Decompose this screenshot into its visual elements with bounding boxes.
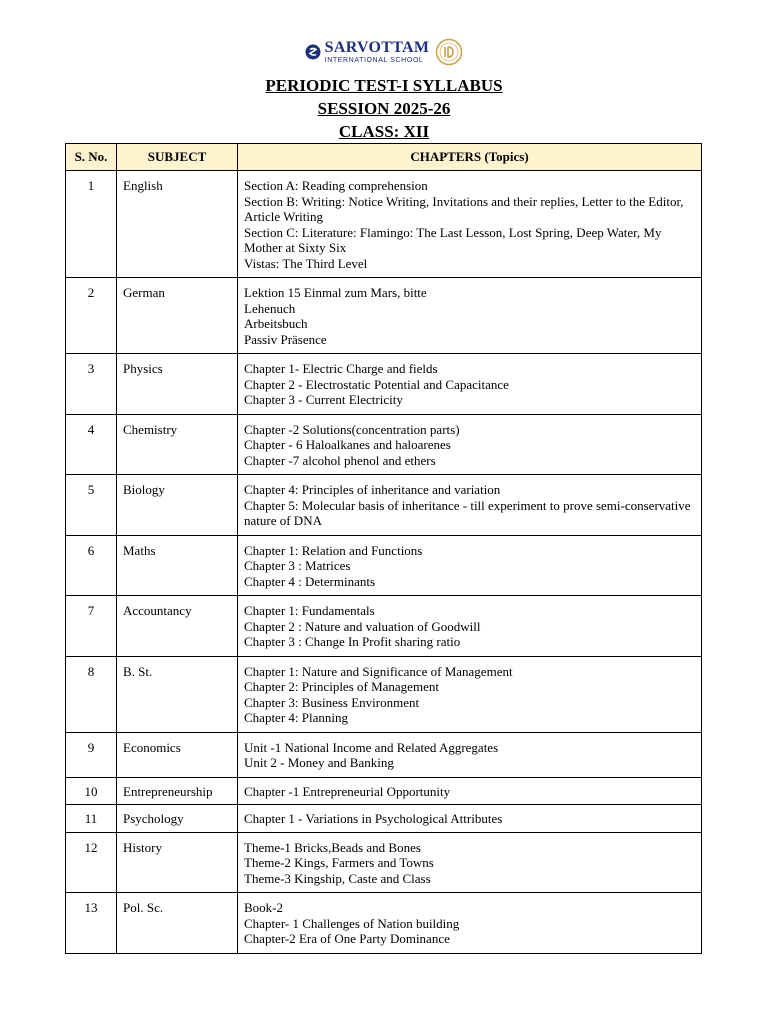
column-header-sno: S. No. — [66, 144, 117, 171]
column-header-subject: SUBJECT — [117, 144, 238, 171]
chapter-line: Chapter 1 - Variations in Psychological Attributes — [244, 811, 503, 826]
chapter-line: Chapter 4: Planning — [244, 710, 348, 725]
school-emblem-icon — [305, 44, 321, 60]
serial-number-cell: 10 — [66, 777, 117, 805]
serial-number-cell: 4 — [66, 414, 117, 475]
subject-cell: Economics — [117, 732, 238, 777]
chapter-line: Unit 2 - Money and Banking — [244, 755, 394, 770]
class-title: CLASS: XII — [338, 122, 430, 141]
serial-number-cell: 8 — [66, 656, 117, 732]
chapter-line: Lektion 15 Einmal zum Mars, bitte — [244, 285, 427, 300]
chapters-cell — [238, 354, 702, 415]
chapter-line: Chapter -7 alcohol phenol and ethers — [244, 452, 436, 468]
table-row — [66, 278, 702, 354]
chapter-line: Section A: Reading comprehension — [244, 178, 428, 193]
chapter-line: Chapter 1: Nature and Significance of Management — [244, 663, 513, 679]
school-logo — [0, 38, 768, 66]
chapter-line: Chapter 5: Molecular basis of inheritance - till experiment to prove semi-conservative nature of DNA — [244, 497, 691, 528]
table-row — [66, 893, 702, 954]
chapter-line: Chapter 2 - Electrostatic Potential and Capacitance — [244, 376, 509, 392]
serial-number-cell: 2 — [66, 278, 117, 354]
session-title: SESSION 2025-26 — [317, 99, 451, 118]
chapter-line: Passiv Präsence — [244, 331, 327, 347]
subject-cell: Maths — [117, 535, 238, 596]
serial-number-cell: 7 — [66, 596, 117, 657]
subject-cell: B. St. — [117, 656, 238, 732]
chapter-line: Vistas: The Third Level — [244, 255, 368, 271]
subject-cell: Psychology — [117, 805, 238, 833]
table-row — [66, 596, 702, 657]
chapter-line: Chapter 3 : Matrices — [244, 558, 351, 573]
serial-number-cell: 3 — [66, 354, 117, 415]
chapters-cell — [238, 893, 702, 954]
chapter-line: Chapter - 6 Haloalkanes and haloarenes — [244, 437, 451, 452]
serial-number-cell: 9 — [66, 732, 117, 777]
chapter-line: Chapter-2 Era of One Party Dominance — [244, 931, 450, 946]
chapter-line: Section C: Literature: Flamingo: The Last Lesson, Lost Spring, Deep Water, My Mother at Sixty Six — [244, 224, 662, 255]
subject-cell: Chemistry — [117, 414, 238, 475]
anniversary-seal-icon — [435, 38, 463, 66]
table-row — [66, 777, 702, 805]
chapter-line: Lehenuch — [244, 300, 296, 316]
chapters-cell — [238, 535, 702, 596]
table-header-row — [66, 144, 702, 171]
chapter-line: Chapter -2 Solutions(concentration parts) — [244, 421, 460, 437]
table-body — [66, 171, 702, 954]
chapters-cell — [238, 805, 702, 833]
chapter-line: Chapter -1 Entrepreneurial Opportunity — [244, 783, 451, 799]
chapters-cell — [238, 656, 702, 732]
chapters-cell — [238, 475, 702, 536]
chapters-cell — [238, 171, 702, 278]
subject-cell: German — [117, 278, 238, 354]
serial-number-cell: 11 — [66, 805, 117, 833]
table-row — [66, 354, 702, 415]
chapter-line: Chapter 3 - Current Electricity — [244, 392, 403, 407]
chapter-line: Theme-3 Kingship, Caste and Class — [244, 870, 431, 886]
chapters-cell — [238, 777, 702, 805]
chapters-cell — [238, 278, 702, 354]
chapter-line: Chapter 1- Electric Charge and fields — [244, 361, 438, 376]
subject-cell: Pol. Sc. — [117, 893, 238, 954]
chapters-cell — [238, 414, 702, 475]
chapter-line: Arbeitsbuch — [244, 316, 308, 331]
table-row — [66, 656, 702, 732]
school-subtitle: INTERNATIONAL SCHOOL — [324, 57, 424, 64]
column-header-chapters: CHAPTERS (Topics) — [238, 144, 702, 171]
chapter-line: Theme-1 Bricks,Beads and Bones — [244, 839, 421, 855]
subject-cell: Accountancy — [117, 596, 238, 657]
serial-number-cell: 5 — [66, 475, 117, 536]
serial-number-cell: 6 — [66, 535, 117, 596]
table-row — [66, 732, 702, 777]
chapter-line: Unit -1 National Income and Related Aggregates — [244, 739, 499, 755]
serial-number-cell: 12 — [66, 832, 117, 893]
chapter-line: Chapter 4 : Determinants — [244, 573, 376, 589]
table-row — [66, 805, 702, 833]
serial-number-cell: 13 — [66, 893, 117, 954]
chapter-line: Book-2 — [244, 900, 283, 915]
chapters-cell — [238, 732, 702, 777]
subject-cell: Entrepreneurship — [117, 777, 238, 805]
table-row — [66, 414, 702, 475]
subject-cell: History — [117, 832, 238, 893]
syllabus-title: PERIODIC TEST-I SYLLABUS — [265, 76, 503, 95]
chapters-cell — [238, 832, 702, 893]
chapter-line: Chapter 3 : Change In Profit sharing ratio — [244, 634, 461, 649]
chapter-line: Chapter 3: Business Environment — [244, 694, 420, 710]
chapter-line: Section B: Writing: Notice Writing, Invitations and their replies, Letter to the Editor, Article Writing — [244, 193, 684, 224]
table-row — [66, 832, 702, 893]
table-row — [66, 535, 702, 596]
chapter-line: Theme-2 Kings, Farmers and Towns — [244, 855, 434, 870]
chapter-line: Chapter 4: Principles of inheritance and variation — [244, 482, 501, 497]
table-row — [66, 475, 702, 536]
chapters-cell — [238, 596, 702, 657]
school-name: SARVOTTAM — [324, 39, 430, 56]
table-row — [66, 171, 702, 278]
chapter-line: Chapter 2: Principles of Management — [244, 679, 439, 694]
subject-cell: Physics — [117, 354, 238, 415]
subject-cell: Biology — [117, 475, 238, 536]
chapter-line: Chapter 1: Fundamentals — [244, 603, 375, 618]
chapter-line: Chapter- 1 Challenges of Nation building — [244, 915, 460, 931]
serial-number-cell: 1 — [66, 171, 117, 278]
chapter-line: Chapter 2 : Nature and valuation of Goodwill — [244, 618, 481, 634]
syllabus-table — [65, 143, 702, 954]
subject-cell: English — [117, 171, 238, 278]
chapter-line: Chapter 1: Relation and Functions — [244, 542, 423, 558]
